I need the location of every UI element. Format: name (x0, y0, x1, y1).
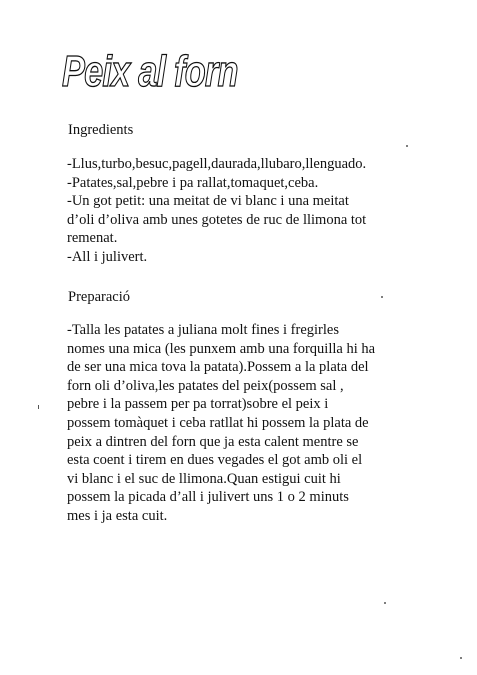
preparation-heading: Preparació (68, 289, 130, 305)
ingredients-list (67, 155, 366, 267)
preparation-text (67, 321, 375, 526)
preparation-line: -Talla les patates a juliana molt fines i fregirles (67, 322, 339, 338)
recipe-title: Peix al forn (62, 47, 238, 96)
ingredient-line: d’oli d’oliva amb unes gotetes de ruc de llimona tot (67, 211, 367, 228)
preparation-line: vi blanc i el suc de llimona.Quan estigui cuit hi (67, 470, 341, 487)
ingredient-line: -All i julivert. (67, 248, 148, 265)
scan-speck (381, 296, 383, 298)
preparation-line: de ser una mica tova la patata).Possem a la plata del (67, 359, 369, 376)
preparation-line: possem tomàquet i ceba ratllat hi possem la plata de (67, 414, 369, 431)
ingredients-heading: Ingredients (68, 122, 134, 138)
preparation-line: pebre i la passem per pa torrat)sobre el peix i (67, 396, 329, 413)
preparation-line: forn oli d’oliva,les patates del peix(possem sal , (67, 377, 344, 394)
scan-speck (384, 602, 386, 604)
preparation-line: mes i ja esta cuit. (67, 507, 168, 524)
scan-speck (460, 657, 462, 659)
preparation-line: esta coent i tirem en dues vegades el got amb oli el (67, 452, 363, 469)
scan-speck (38, 405, 39, 409)
preparation-line: peix a dintren del forn que ja esta calent mentre se (67, 433, 359, 450)
ingredient-line: -Llus,turbo,besuc,pagell,daurada,llubaro,llenguado. (67, 156, 367, 172)
ingredient-line: -Patates,sal,pebre i pa rallat,tomaquet,ceba. (67, 174, 319, 191)
preparation-line: nomes una mica (les punxem amb una forquilla hi ha (67, 340, 376, 357)
ingredient-line: -Un got petit: una meitat de vi blanc i una meitat (67, 193, 349, 210)
ingredient-line: remenat. (67, 230, 118, 247)
scan-speck (406, 145, 408, 147)
preparation-line: possem la picada d’all i julivert uns 1 o 2 minuts (67, 489, 349, 506)
